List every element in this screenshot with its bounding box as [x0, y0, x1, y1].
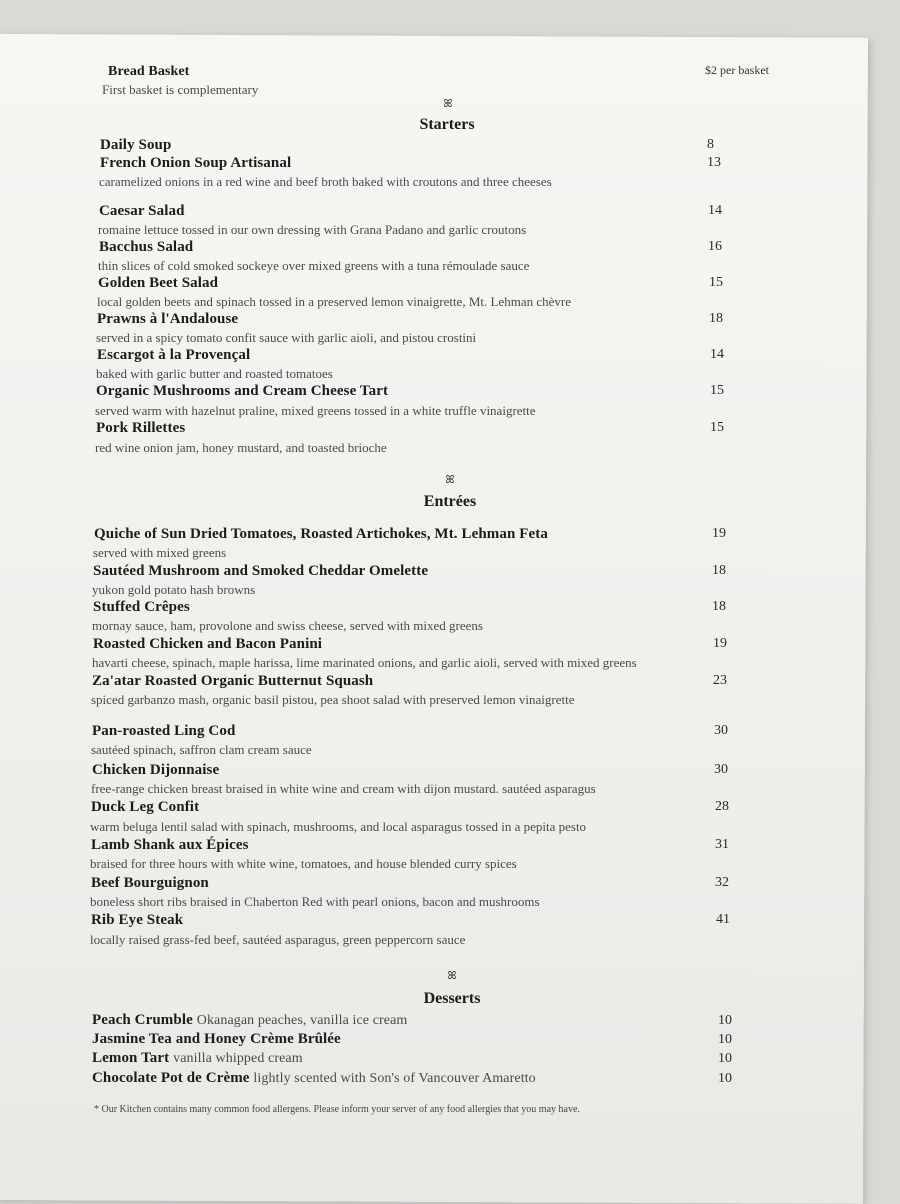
menu-item-price: 19	[713, 636, 727, 651]
section-heading-starters: Starters	[419, 116, 475, 133]
bread-basket-name: Bread Basket	[108, 64, 190, 79]
menu-item-name: Chicken Dijonnaise	[92, 762, 220, 778]
menu-item-description: mornay sauce, ham, provolone and swiss cheese, served with mixed greens	[92, 618, 483, 633]
menu-item-description: romaine lettuce tossed in our own dressing with Grana Padano and garlic croutons	[98, 222, 527, 237]
menu-item-description: served in a spicy tomato confit sauce with garlic aioli, and pistou crostini	[96, 330, 477, 345]
menu-item-description: served with mixed greens	[93, 545, 227, 560]
menu-item-price: 32	[715, 875, 729, 890]
menu-item-description: caramelized onions in a red wine and beef broth baked with croutons and three cheeses	[99, 174, 552, 189]
menu-item-price: 23	[713, 673, 727, 688]
menu-item-name: Golden Beet Salad	[98, 275, 219, 291]
menu-item-price: 18	[712, 563, 726, 578]
menu-item-description: warm beluga lentil salad with spinach, mushrooms, and local asparagus tossed in a pepita pesto	[90, 819, 587, 834]
menu-item-name: Jasmine Tea and Honey Crème Brûlée	[92, 1031, 341, 1047]
dessert-item	[92, 1070, 536, 1087]
dessert-item	[92, 1031, 341, 1048]
menu-item-price: 13	[707, 155, 721, 170]
allergen-footnote: * Our Kitchen contains many common food allergens. Please inform your server of any food allergies that you may have.	[94, 1104, 580, 1115]
menu-item-name: Roasted Chicken and Bacon Panini	[93, 636, 323, 652]
menu-item-description: thin slices of cold smoked sockeye over mixed greens with a tuna rémoulade sauce	[98, 258, 530, 273]
menu-item-price: 18	[712, 599, 726, 614]
menu-item-name: Beef Bourguignon	[91, 875, 209, 891]
menu-item-price: 8	[707, 137, 714, 152]
menu-item-price: 10	[718, 1013, 732, 1028]
menu-item-description: vanilla whipped cream	[173, 1051, 303, 1066]
menu-item-price: 31	[715, 837, 729, 852]
menu-item-name: Rib Eye Steak	[91, 912, 184, 928]
menu-item-description: baked with garlic butter and roasted tomatoes	[96, 366, 333, 381]
menu-item-name: Sautéed Mushroom and Smoked Cheddar Omelette	[93, 563, 429, 579]
menu-item-name: Organic Mushrooms and Cream Cheese Tart	[96, 383, 389, 399]
menu-item-price: 41	[716, 912, 730, 927]
menu-item-price: 15	[710, 383, 724, 398]
menu-item-name: Bacchus Salad	[99, 239, 194, 255]
menu-item-name: Escargot à la Provençal	[97, 347, 251, 363]
menu-item-name: Pork Rillettes	[96, 420, 186, 436]
menu-item-description: havarti cheese, spinach, maple harissa, lime marinated onions, and garlic aioli, served with mixed greens	[92, 655, 637, 670]
menu-item-description: boneless short ribs braised in Chaberton Red with pearl onions, bacon and mushrooms	[90, 894, 540, 909]
menu-item-price: 30	[714, 762, 728, 777]
menu-item-description: free-range chicken breast braised in white wine and cream with dijon mustard. sautéed asparagus	[91, 781, 596, 796]
menu-item-price: 15	[709, 275, 723, 290]
menu-item-description: lightly scented with Son's of Vancouver Amaretto	[253, 1071, 536, 1086]
section-heading-desserts: Desserts	[423, 990, 481, 1007]
menu-item-price: 15	[710, 420, 724, 435]
menu-item-description: local golden beets and spinach tossed in a preserved lemon vinaigrette, Mt. Lehman chèvre	[97, 294, 571, 309]
menu-item-price: 10	[718, 1051, 732, 1066]
menu-item-name: Lemon Tart	[92, 1050, 170, 1066]
menu-item-name: Caesar Salad	[99, 203, 185, 219]
menu-item-price: 10	[718, 1032, 732, 1047]
menu-item-name: Lamb Shank aux Épices	[91, 837, 249, 853]
menu-item-description: spiced garbanzo mash, organic basil pistou, pea shoot salad with preserved lemon vinaigrette	[91, 692, 575, 707]
menu-item-description: Okanagan peaches, vanilla ice cream	[196, 1013, 408, 1028]
menu-item-description: red wine onion jam, honey mustard, and toasted brioche	[95, 440, 387, 455]
menu-item-price: 16	[708, 239, 722, 254]
ornament-icon: ꕤ	[443, 98, 453, 110]
menu-item-name: Prawns à l'Andalouse	[97, 311, 239, 327]
menu-item-name: Quiche of Sun Dried Tomatoes, Roasted Artichokes, Mt. Lehman Feta	[94, 526, 548, 542]
section-heading-entrees: Entrées	[423, 493, 477, 510]
ornament-icon: ꕤ	[447, 970, 457, 982]
menu-item-description: braised for three hours with white wine, tomatoes, and house blended curry spices	[90, 856, 517, 871]
menu-item-description: locally raised grass-fed beef, sautéed asparagus, green peppercorn sauce	[90, 932, 466, 947]
menu-item-description: yukon gold potato hash browns	[92, 582, 256, 597]
menu-item-description: served warm with hazelnut praline, mixed greens tossed in a white truffle vinaigrette	[95, 403, 536, 418]
dessert-item	[92, 1050, 303, 1067]
ornament-icon: ꕤ	[445, 474, 455, 486]
menu-item-name: Chocolate Pot de Crème	[92, 1070, 250, 1086]
menu-item-name: Stuffed Crêpes	[93, 599, 190, 615]
menu-item-price: 30	[714, 723, 728, 738]
menu-item-price: 28	[715, 799, 729, 814]
dessert-item	[92, 1012, 407, 1029]
menu-item-name: Duck Leg Confit	[91, 799, 200, 815]
menu-item-price: 18	[709, 311, 723, 326]
bread-basket-price: $2 per basket	[705, 63, 769, 77]
menu-item-price: 10	[718, 1071, 732, 1086]
menu-item-name: Daily Soup	[100, 137, 172, 153]
menu-item-name: Peach Crumble	[92, 1012, 193, 1028]
menu-item-price: 19	[712, 526, 726, 541]
menu-item-description: sautéed spinach, saffron clam cream sauce	[91, 742, 312, 757]
bread-basket-note: First basket is complementary	[102, 82, 259, 97]
menu-item-price: 14	[710, 347, 724, 362]
menu-item-name: Pan-roasted Ling Cod	[92, 723, 236, 739]
menu-item-name: Za'atar Roasted Organic Butternut Squash	[92, 673, 374, 689]
menu-item-price: 14	[708, 203, 722, 218]
menu-item-name: French Onion Soup Artisanal	[100, 155, 292, 171]
